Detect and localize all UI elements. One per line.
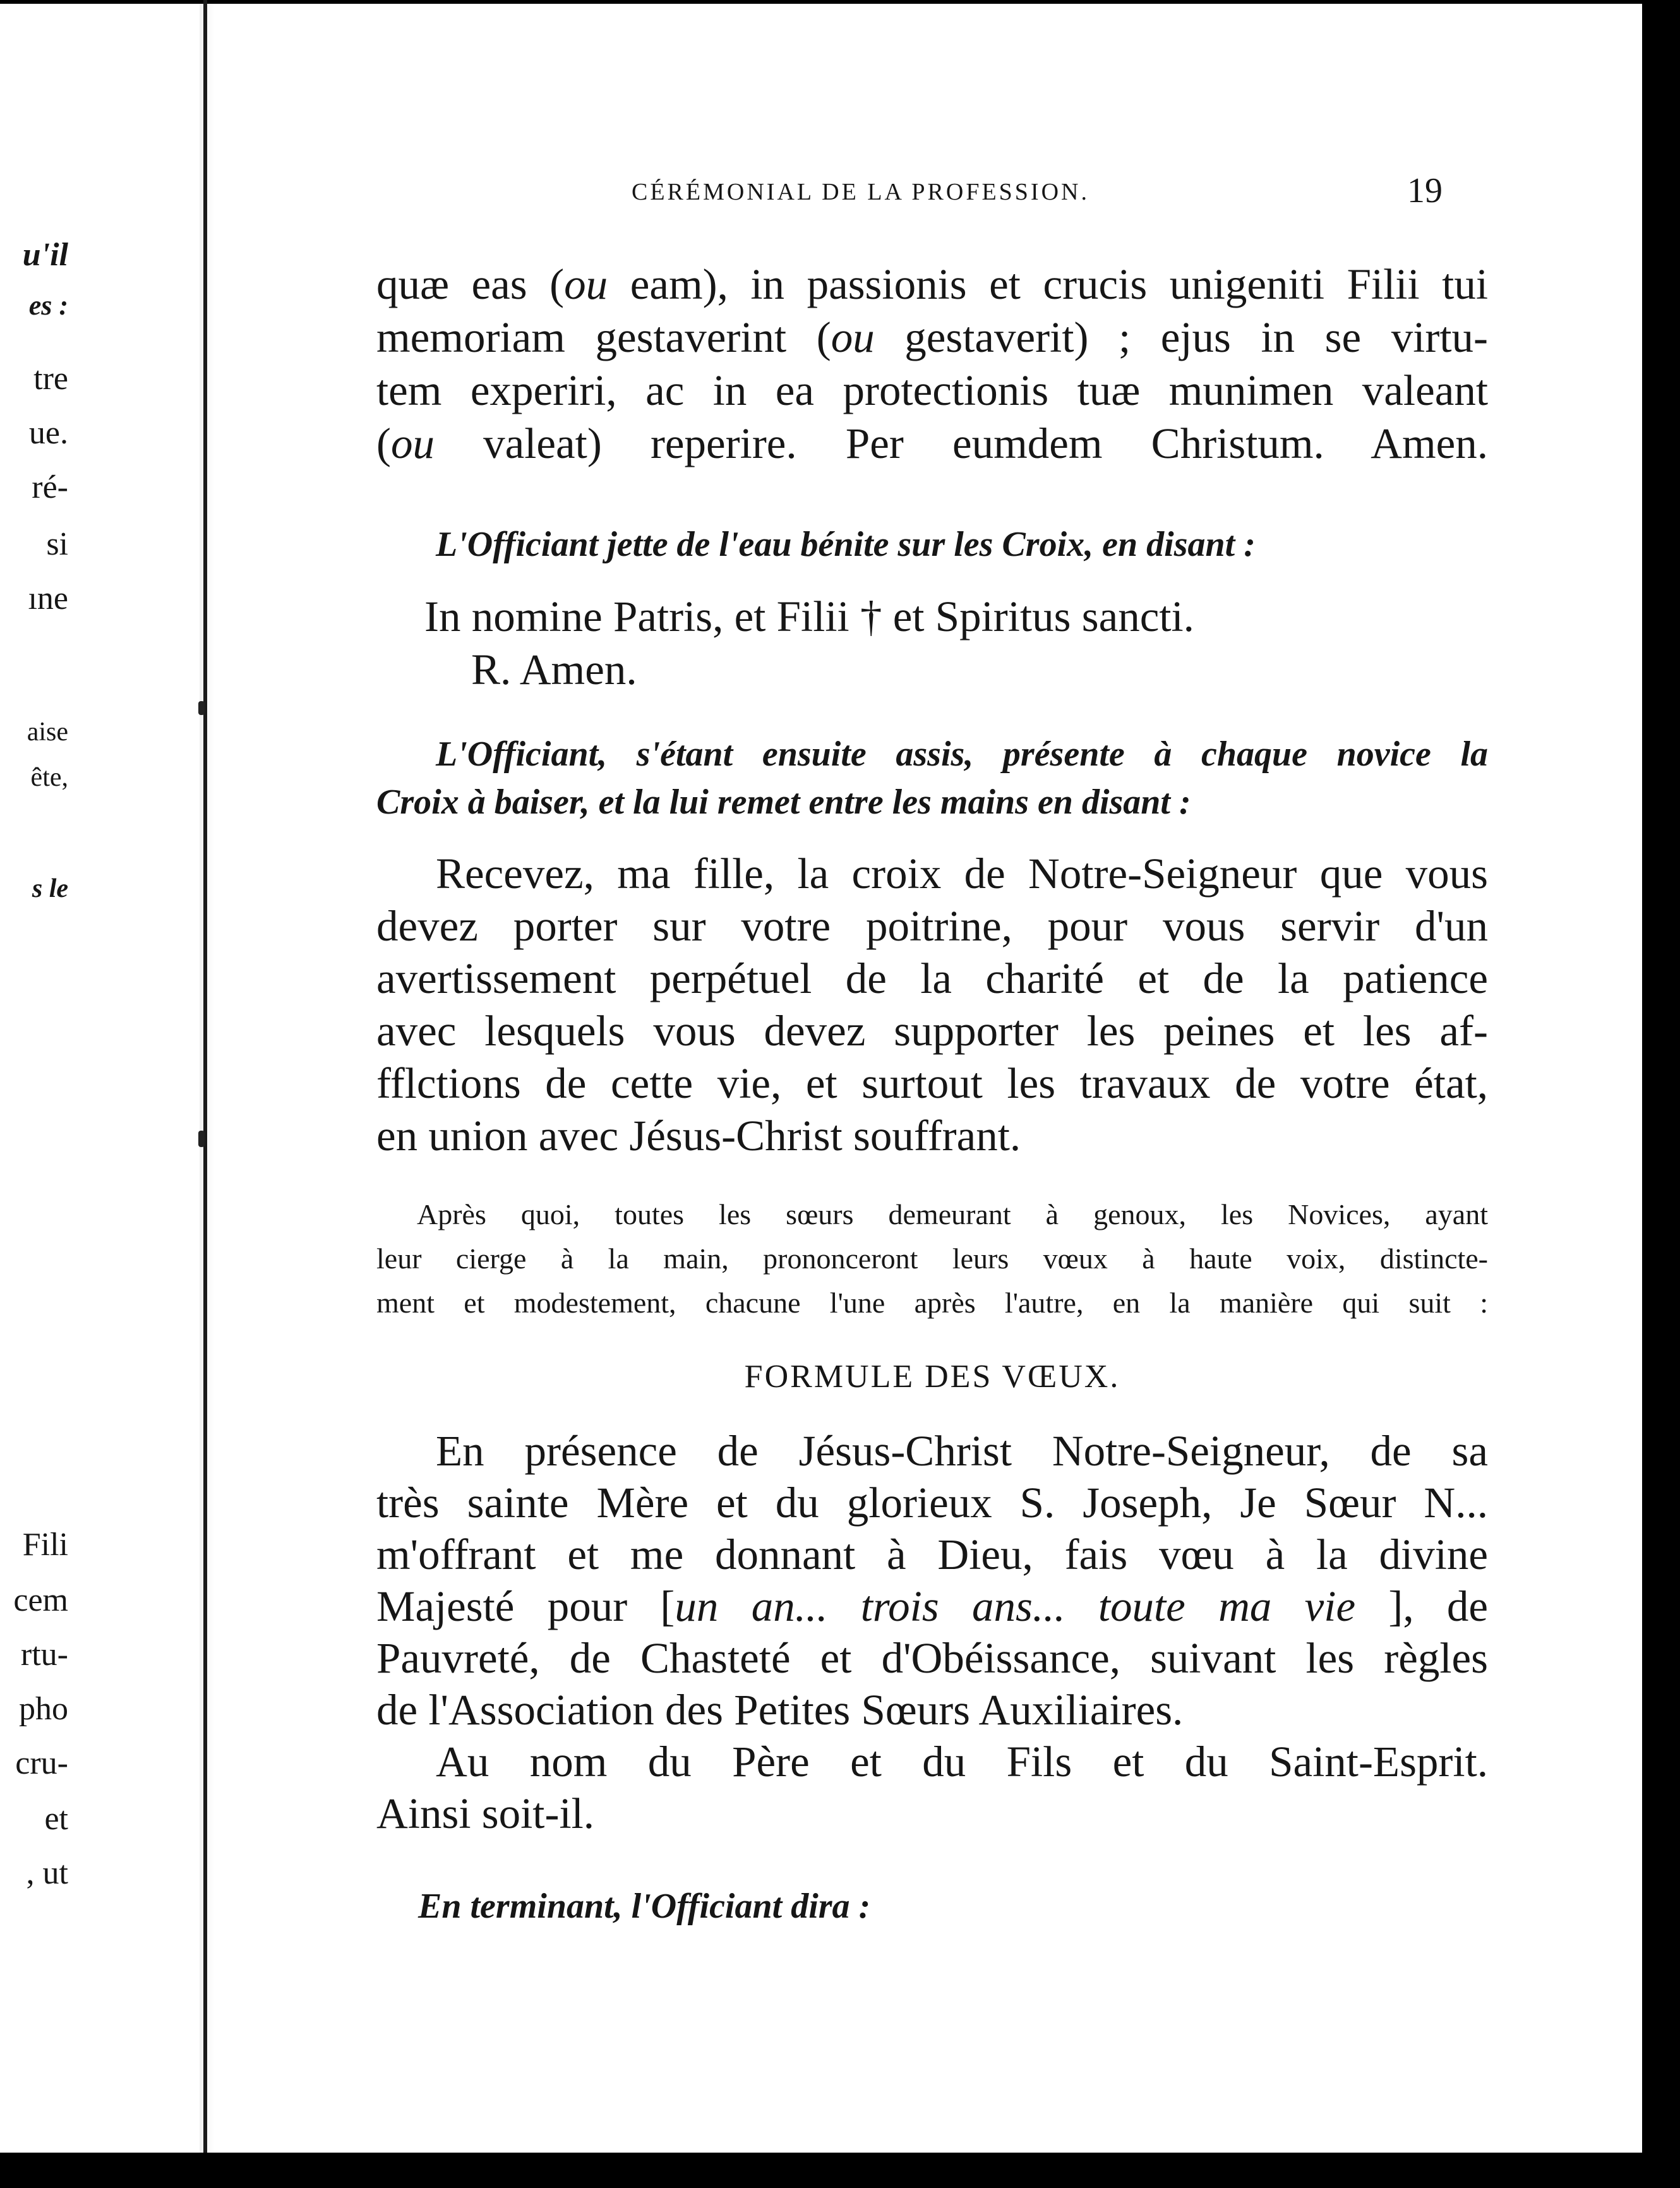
text-line: devez porter sur votre poitrine, pour vous servir d'un: [376, 902, 1488, 950]
rubric-closing: [418, 1882, 1176, 1930]
text-line: en union avec Jésus-Christ souffrant.: [376, 1112, 1021, 1160]
left-page-fragment: cem: [13, 1582, 68, 1618]
left-page-fragment: et: [44, 1801, 68, 1837]
prayer-paragraph: [376, 258, 1488, 470]
rubric-cross-presentation: [376, 730, 1488, 826]
left-page-fragment: pho: [19, 1691, 68, 1727]
vows-instruction: [376, 1193, 1488, 1325]
text-line: de l'Association des Petites Sœurs Auxiliaires.: [376, 1686, 1184, 1734]
left-page-fragment: es :: [28, 290, 68, 321]
text-line: très sainte Mère et du glorieux S. Joseph, Je Sœur N...: [376, 1479, 1488, 1527]
left-page-fragment: aise: [27, 718, 68, 747]
text-line: leur cierge à la main, prononceront leurs vœux à haute voix, distincte-: [376, 1242, 1488, 1275]
page-number: 19: [1407, 171, 1443, 210]
left-page-fragment: ête,: [30, 763, 68, 792]
left-page-fragment: Fili: [22, 1527, 68, 1563]
rubric-line: En terminant, l'Officiant dira :: [418, 1887, 871, 1926]
left-page-fragment: ré-: [32, 469, 68, 505]
text-line: Pauvreté, de Chasteté et d'Obéissance, suivant les règles: [376, 1634, 1488, 1682]
gutter-mark: [198, 701, 205, 715]
left-page-fragment: cru-: [15, 1745, 68, 1781]
text-line: avertissement perpétuel de la charité et de la patience: [376, 954, 1488, 1002]
book-fold-shadow: [200, 0, 215, 2153]
book-gutter-line: [203, 0, 207, 2153]
left-page-fragment: rtu-: [20, 1637, 68, 1673]
gutter-mark: [198, 1131, 205, 1147]
formula-heading: FORMULE DES VŒUX.: [744, 1359, 1120, 1395]
text-line: tem experiri, ac in ea protectionis tuæ munimen valeant: [376, 366, 1488, 414]
scan-border-bottom: [0, 2153, 1680, 2188]
left-page-fragment: , ut: [26, 1855, 68, 1891]
left-page-fragment: ıne: [28, 580, 68, 616]
text-line: m'offrant et me donnant à Dieu, fais vœu à la divine: [376, 1530, 1488, 1578]
text-line: Majesté pour [un an... trois ans... toute ma vie ], de: [376, 1582, 1488, 1630]
text-line: (ou valeat) reperire. Per eumdem Christum. Amen.: [376, 419, 1488, 467]
text-line: avec lesquels vous devez supporter les peines et les af-: [376, 1007, 1488, 1055]
left-page-fragment: si: [46, 526, 68, 562]
blessing: [424, 590, 1372, 696]
text-line: fflctions de cette vie, et surtout les travaux de votre état,: [376, 1059, 1488, 1107]
left-page-fragment: tre: [33, 361, 68, 397]
text-line: memoriam gestaverint (ou gestaverit) ; ejus in se virtu-: [376, 313, 1488, 361]
vows-formula: [376, 1425, 1488, 1839]
text-line: ment et modestement, chacune l'une après l'autre, en la manière qui suit :: [376, 1287, 1488, 1319]
running-head: CÉRÉMONIAL DE LA PROFESSION.: [632, 179, 1089, 205]
text-line: En présence de Jésus-Christ Notre-Seigneur, de sa: [436, 1427, 1488, 1475]
scan-border-right: [1642, 0, 1680, 2188]
scan-border-top: [0, 0, 1680, 4]
rubric-line: Croix à baiser, et la lui remet entre les mains en disant :: [376, 783, 1191, 822]
text-line: Recevez, ma fille, la croix de Notre-Seigneur que vous: [436, 850, 1488, 898]
blessing-line: In nomine Patris, et Filii † et Spiritus sancti.: [424, 592, 1194, 640]
text-line: Au nom du Père et du Fils et du Saint-Esprit.: [436, 1738, 1488, 1786]
cross-address-paragraph: [376, 848, 1488, 1162]
text-line: Après quoi, toutes les sœurs demeurant à genoux, les Novices, ayant: [417, 1198, 1488, 1230]
left-page-fragment: ue.: [28, 415, 68, 451]
rubric-holy-water: [436, 520, 1383, 568]
text-line: quæ eas (ou eam), in passionis et crucis unigeniti Filii tui: [376, 260, 1489, 308]
left-page-fragment: s le: [32, 874, 68, 903]
response-amen: R. Amen.: [471, 646, 637, 694]
rubric-line: L'Officiant jette de l'eau bénite sur les Croix, en disant :: [436, 525, 1256, 564]
left-page-fragment: u'il: [22, 237, 68, 273]
rubric-line: L'Officiant, s'étant ensuite assis, présente à chaque novice la: [436, 735, 1488, 774]
text-line: Ainsi soit-il.: [376, 1789, 595, 1837]
